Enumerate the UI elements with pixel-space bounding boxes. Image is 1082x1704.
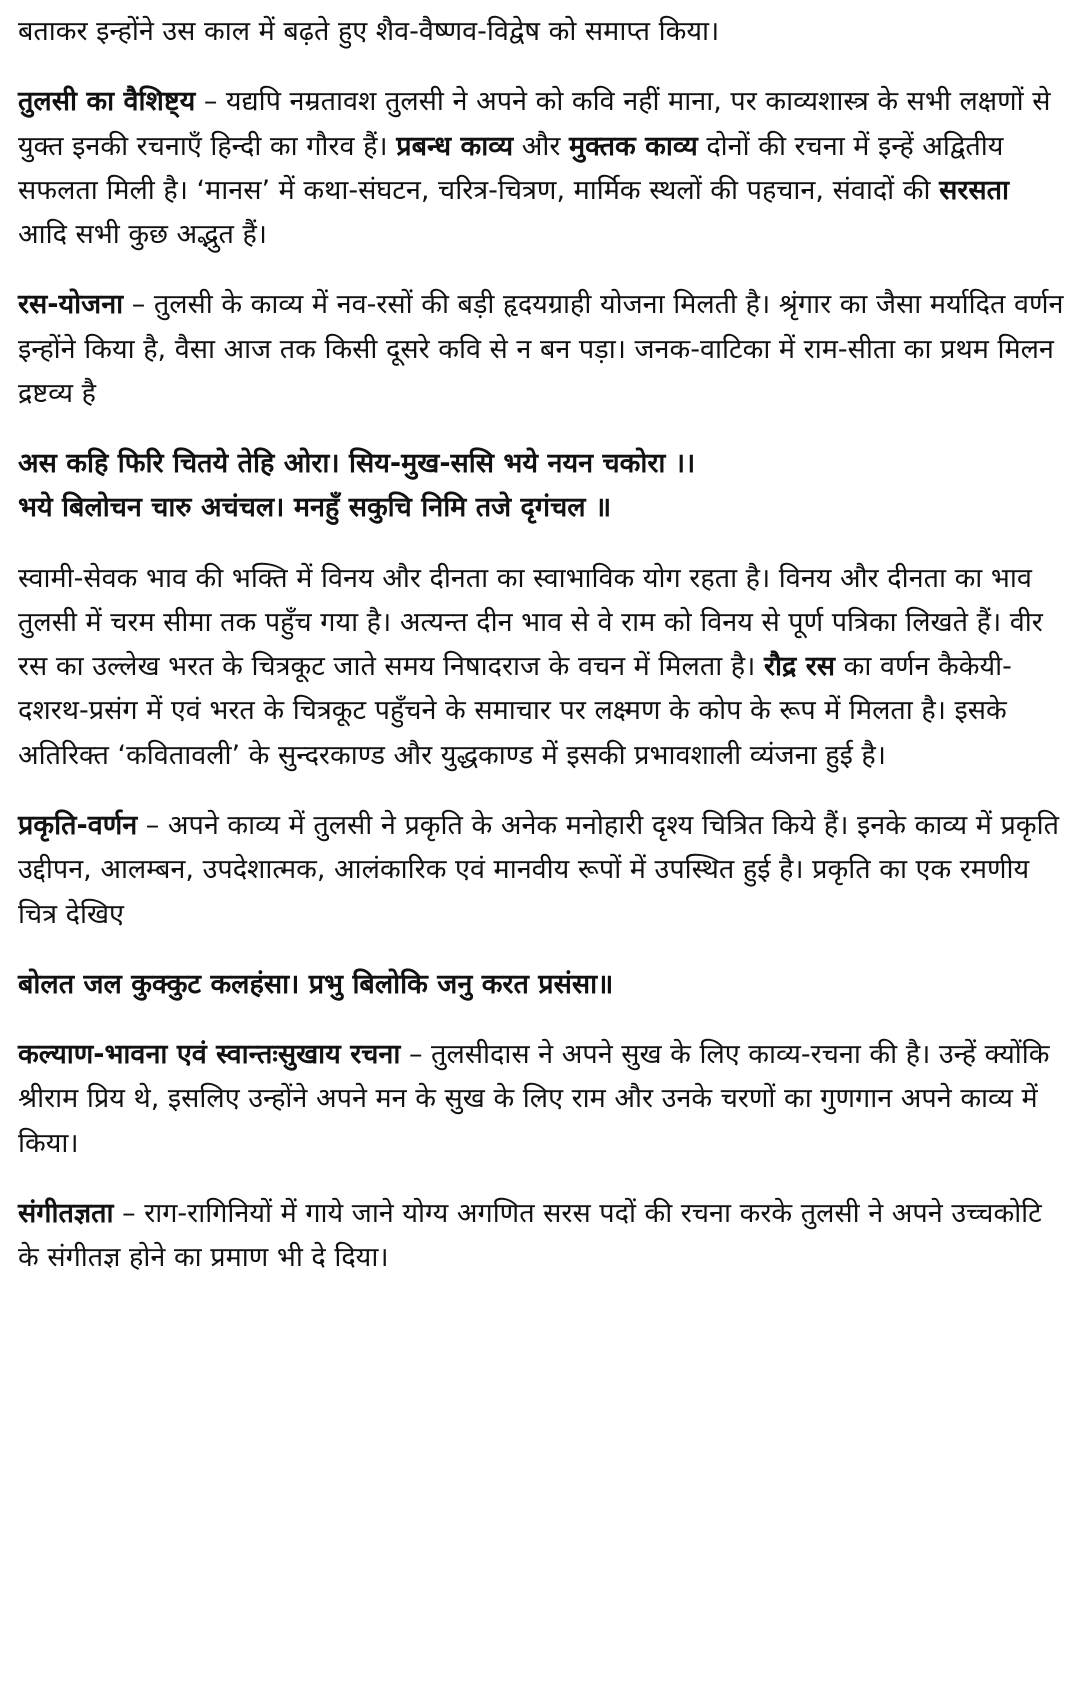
section-heading-prakriti-varnan: प्रकृति-वर्णन [18,809,138,841]
paragraph-bhakti: स्वामी-सेवक भाव की भक्ति में विनय और दीनता का स्वाभाविक योग रहता है। विनय और दीनता का भाव तुलसी में चरम सीमा तक पहुँच गया है। अत्यन्त दीन भाव से वे राम को विनय से पूर्ण पत्रिका लिखते हैं। वीर रस का उल्लेख भरत के चित्रकूट जाते समय निषादराज के वचन में मिलता है। रौद्र रस का वर्णन कैकेयी-दशरथ-प्रसंग में एवं भरत के चित्रकूट पहुँचने के समाचार पर लक्ष्मण के कोप के रूप में मिलता है। इसके अतिरिक्त ‘कवितावली’ के सुन्दरकाण्ड और युद्धकाण्ड में इसकी प्रभावशाली व्यंजना हुई है। [18,562,1043,771]
section-heading-ras-yojana: रस-योजना [18,289,124,321]
verse-block-2 [18,963,1064,1007]
paragraph-ras-yojana: रस-योजना – तुलसी के काव्य में नव-रसों की बड़ी हृदयग्राही योजना मिलती है। श्रृंगार का जैसा मर्यादित वर्णन इन्होंने किया है, वैसा आज तक किसी दूसरे कवि से न बन पड़ा। जनक-वाटिका में राम-सीता का प्रथम मिलन द्रष्टव्य है [18,289,1064,409]
document-page [18,10,1064,1280]
paragraph-tulsi-vaishishtya: तुलसी का वैशिष्ट्य – यद्यपि नम्रतावश तुलसी ने अपने को कवि नहीं माना, पर काव्यशास्त्र के सभी लक्षणों से युक्त इनकी रचनाएँ हिन्दी का गौरव हैं। प्रबन्ध काव्य और मुक्तक काव्य दोनों की रचना में इन्हें अद्वितीय सफलता मिली है। ‘मानस’ में कथा-संघटन, चरित्र-चित्रण, मार्मिक स्थलों की पहचान, संवादों की सरसता आदि सभी कुछ अद्भुत हैं। [18,86,1051,251]
section-heading-sangeetagyata: संगीतज्ञता [18,1197,114,1229]
verse-block-1 [18,442,1064,531]
verse-line: अस कहि फिरि चितये तेहि ओरा। सिय-मुख-ससि भये नयन चकोरा ।। [18,448,696,480]
term-raudra-ras: रौद्र रस [763,651,836,683]
section-heading-vaishishtya: तुलसी का वैशिष्ट्य [18,86,196,118]
verse-line: बोलत जल कुक्कुट कलहंसा। प्रभु बिलोकि जनु करत प्रसंसा॥ [18,968,614,1000]
paragraph-kalyan-bhavna: कल्याण-भावना एवं स्वान्तःसुखाय रचना – तुलसीदास ने अपने सुख के लिए काव्य-रचना की है। उन्हें क्योंकि श्रीराम प्रिय थे, इसलिए उन्होंने अपने मन के सुख के लिए राम और उनके चरणों का गुणगान अपने काव्य में किया। [18,1039,1050,1159]
term-muktak-kavya: मुक्तक काव्य [568,130,698,162]
section-heading-kalyan-bhavna: कल्याण-भावना एवं स्वान्तःसुखाय रचना [18,1039,401,1071]
verse-line: भये बिलोचन चारु अचंचल। मनहुँ सकुचि निमि तजे दृगंचल ॥ [18,492,612,524]
paragraph-sangeetagyata: संगीतज्ञता – राग-रागिनियों में गाये जाने योग्य अगणित सरस पदों की रचना करके तुलसी ने अपने उच्चकोटि के संगीतज्ञ होने का प्रमाण भी दे दिया। [18,1197,1042,1274]
term-sarasta: सरसता [939,174,1009,206]
paragraph-prakriti-varnan: प्रकृति-वर्णन – अपने काव्य में तुलसी ने प्रकृति के अनेक मनोहारी दृश्य चित्रित किये हैं। इनके काव्य में प्रकृति उद्दीपन, आलम्बन, उपदेशात्मक, आलंकारिक एवं मानवीय रूपों में उपस्थित हुई है। प्रकृति का एक रमणीय चित्र देखिए [18,809,1059,930]
paragraph-intro: बताकर इन्होंने उस काल में बढ़ते हुए शैव-वैष्णव-विद्वेष को समाप्त किया। [18,16,720,47]
term-prabandh-kavya: प्रबन्ध काव्य [396,130,514,162]
